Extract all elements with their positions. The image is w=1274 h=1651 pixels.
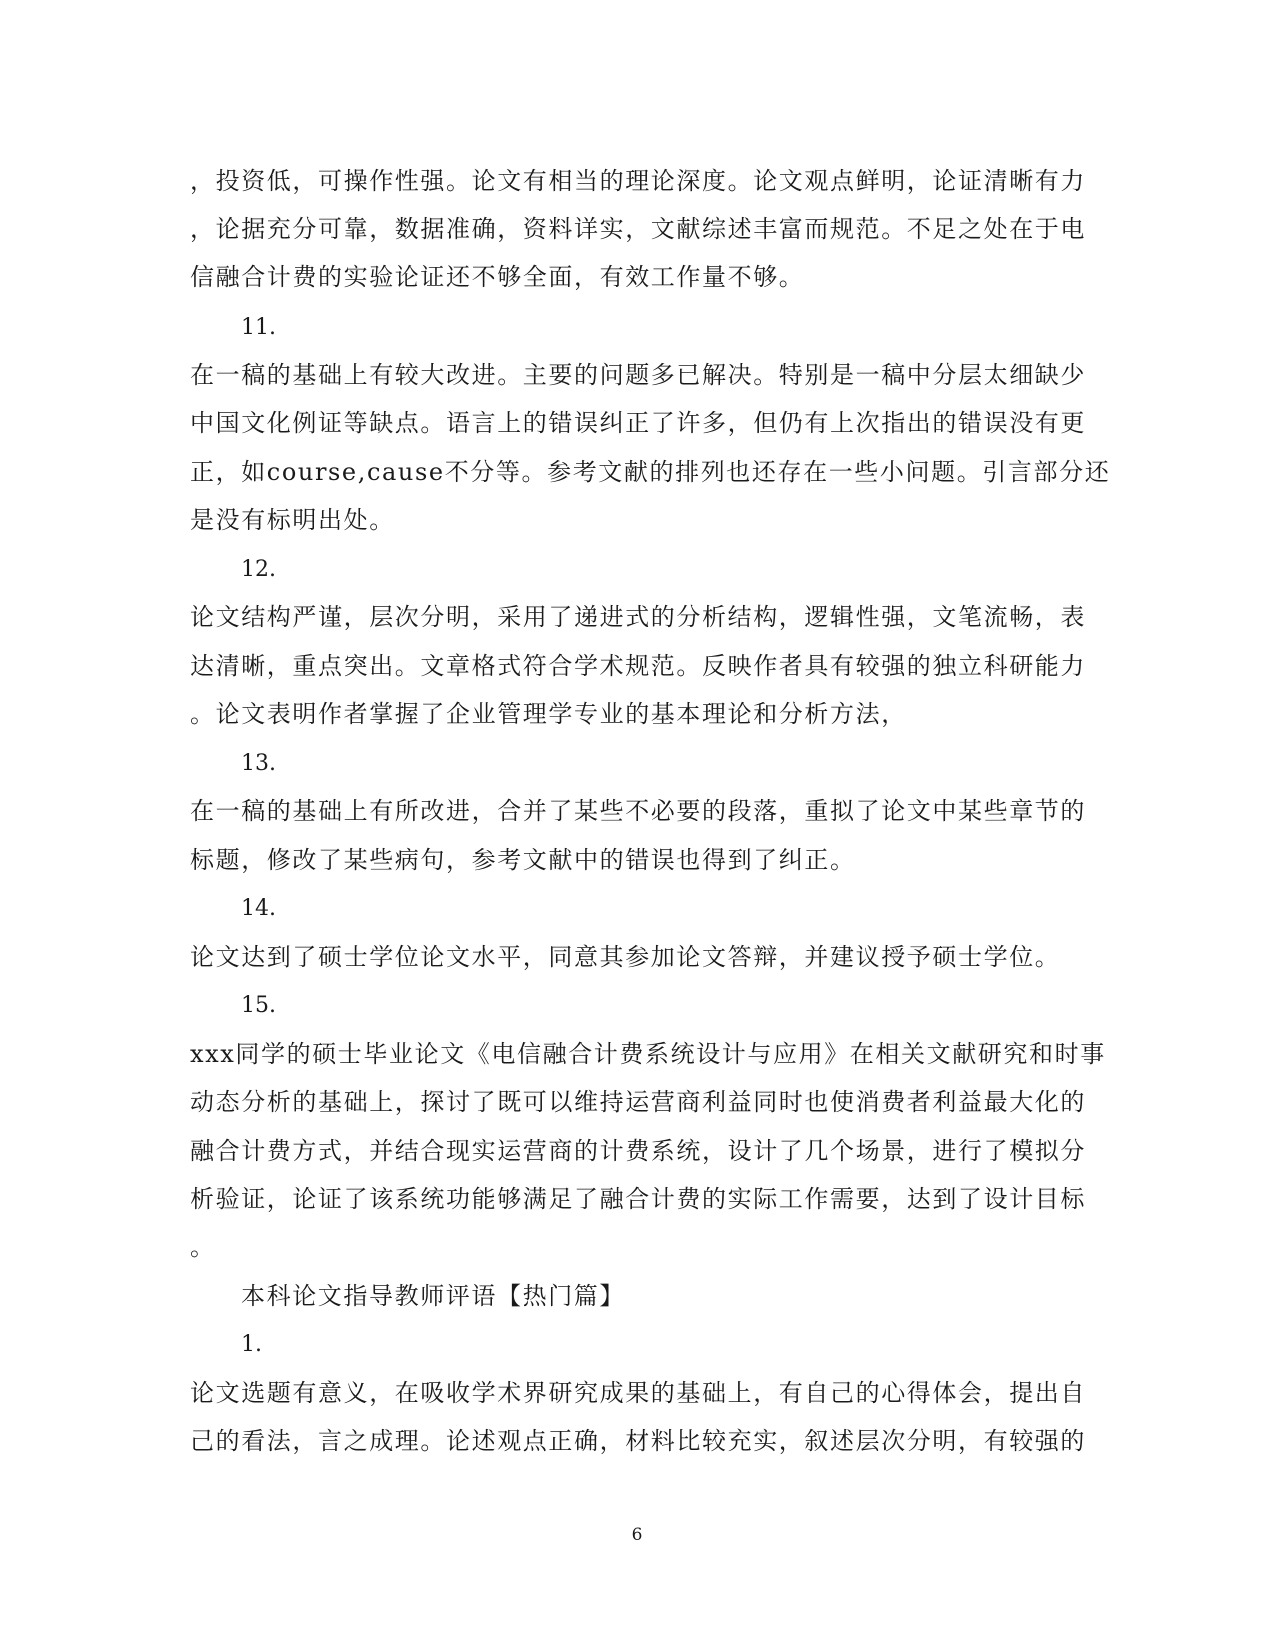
text-line: 达清晰，重点突出。文章格式符合学术规范。反映作者具有较强的独立科研能力 — [190, 652, 1086, 680]
text-line: 是没有标明出处。 — [190, 506, 395, 534]
text-line: 在一稿的基础上有所改进，合并了某些不必要的段落，重拟了论文中某些章节的 — [190, 797, 1086, 825]
text-line: ，论据充分可靠，数据准确，资料详实，文献综述丰富而规范。不足之处在于电 — [190, 215, 1086, 243]
text-line: 论文结构严谨，层次分明，采用了递进式的分析结构，逻辑性强，文笔流畅，表 — [190, 603, 1086, 631]
item-number: 13. — [241, 751, 276, 776]
text-line: 中国文化例证等缺点。语言上的错误纠正了许多，但仍有上次指出的错误没有更 — [190, 409, 1086, 437]
text-line: 标题，修改了某些病句，参考文献中的错误也得到了纠正。 — [190, 846, 856, 874]
item-number: 1. — [241, 1332, 262, 1357]
text-line: 正，如course,cause不分等。参考文献的排列也还存在一些小问题。引言部分还 — [190, 458, 1111, 486]
section-heading: 本科论文指导教师评语【热门篇】 — [241, 1282, 625, 1310]
text-line: 论文达到了硕士学位论文水平，同意其参加论文答辩，并建议授予硕士学位。 — [190, 943, 1061, 971]
text-line: 信融合计费的实验论证还不够全面，有效工作量不够。 — [190, 263, 805, 291]
item-number: 11. — [241, 315, 276, 340]
text-line: ，投资低，可操作性强。论文有相当的理论深度。论文观点鲜明，论证清晰有力 — [190, 167, 1086, 195]
item-number: 15. — [241, 993, 276, 1018]
text-line: 。论文表明作者掌握了企业管理学专业的基本理论和分析方法， — [190, 700, 907, 728]
text-line: xxx同学的硕士毕业论文《电信融合计费系统设计与应用》在相关文献研究和时事 — [190, 1040, 1106, 1068]
text-line: 论文选题有意义，在吸收学术界研究成果的基础上，有自己的心得体会，提出自 — [190, 1379, 1086, 1407]
item-number: 12. — [241, 557, 276, 582]
page-number: 6 — [631, 1525, 643, 1545]
item-number: 14. — [241, 896, 276, 921]
text-line: 动态分析的基础上，探讨了既可以维持运营商利益同时也使消费者利益最大化的 — [190, 1088, 1086, 1116]
text-line: 。 — [190, 1233, 216, 1261]
text-line: 析验证，论证了该系统功能够满足了融合计费的实际工作需要，达到了设计目标 — [190, 1185, 1086, 1213]
text-line: 融合计费方式，并结合现实运营商的计费系统，设计了几个场景，进行了模拟分 — [190, 1137, 1086, 1165]
text-line: 在一稿的基础上有较大改进。主要的问题多已解决。特别是一稿中分层太细缺少 — [190, 361, 1086, 389]
text-line: 己的看法，言之成理。论述观点正确，材料比较充实，叙述层次分明，有较强的 — [190, 1427, 1086, 1455]
